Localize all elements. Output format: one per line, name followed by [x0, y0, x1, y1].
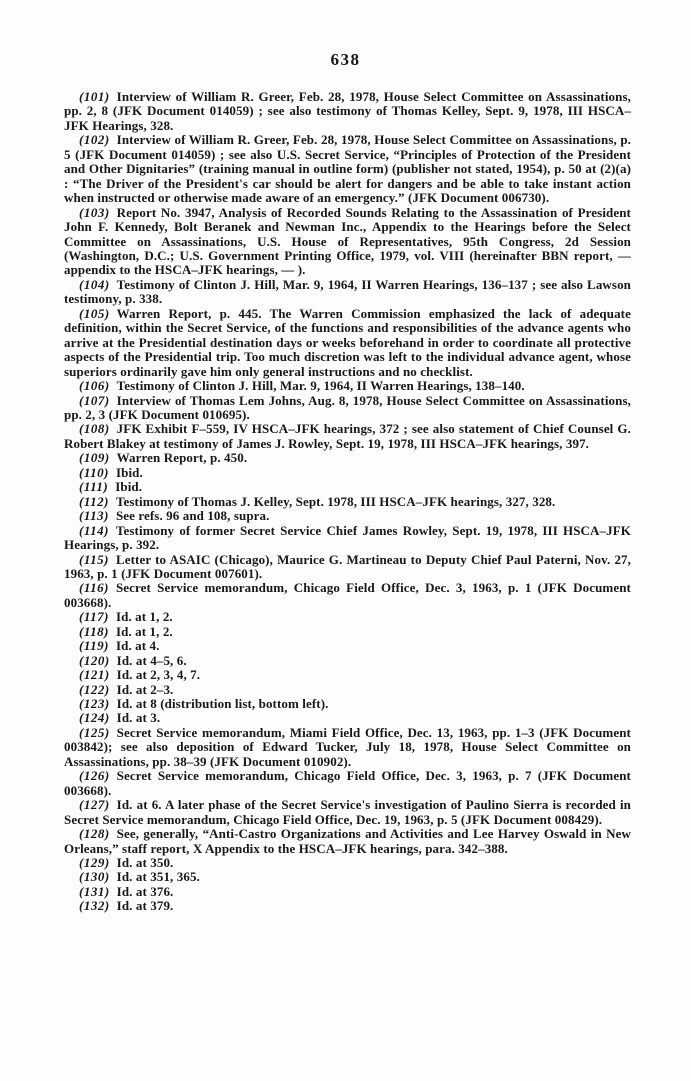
footnote-text: Ibid.	[115, 479, 143, 495]
footnote	[64, 668, 631, 682]
footnotes-list	[64, 90, 631, 914]
footnote-number: (111)	[79, 479, 109, 495]
footnote	[64, 870, 631, 884]
footnote-number: (108)	[79, 421, 110, 437]
footnote	[64, 610, 631, 624]
footnote-number: (127)	[79, 797, 110, 813]
footnote-number: (125)	[79, 724, 110, 740]
footnote-number: (132)	[79, 898, 110, 914]
footnote-number: (130)	[79, 869, 110, 885]
footnote-number: (115)	[79, 551, 109, 567]
footnote-text: Warren Report, p. 450.	[116, 450, 248, 466]
footnote	[64, 726, 631, 769]
footnote	[64, 683, 631, 697]
footnote-text: Id. at 6. A later phase of the Secret Service's investigation of Paulino Sierra is recorded in Secret Service memorandum, Chicago Field Office, Dec. 19, 1963, p. 5 (JFK Document 008429).	[64, 797, 631, 827]
footnote	[64, 553, 631, 582]
footnote	[64, 625, 631, 639]
footnote-text: Id. at 1, 2.	[115, 609, 173, 625]
footnote	[64, 90, 631, 133]
footnote-text: Interview of William R. Greer, Feb. 28, 1978, House Select Committee on Assassinations, pp. 2, 8 (JFK Document 014059) ; see also testimony of Thomas Kelley, Sept. 9, 1978, III HSCA–JFK Hearings, 328.	[64, 89, 631, 133]
footnote	[64, 697, 631, 711]
footnote-number: (121)	[79, 667, 110, 683]
footnote	[64, 509, 631, 523]
footnote-text: Id. at 2, 3, 4, 7.	[116, 667, 201, 683]
footnote	[64, 899, 631, 913]
footnote	[64, 798, 631, 827]
footnote-number: (109)	[79, 450, 110, 466]
footnote-number: (126)	[79, 768, 110, 784]
footnote	[64, 711, 631, 725]
footnote-text: Secret Service memorandum, Chicago Field Office, Dec. 3, 1963, p. 7 (JFK Document 003668).	[64, 768, 631, 798]
footnote-text: Report No. 3947, Analysis of Recorded Sounds Relating to the Assassination of President John F. Kennedy, Bolt Beranek and Newman Inc., Appendix to the Hearings before the Select Committee on Assassinations, U.S. House of Representatives, 95th Congress, 2d Session (Washington, D.C.; U.S. Government Printing Office, 1979, vol. VIII (hereinafter BBN report, — appendix to the HSCA–JFK hearings, — ).	[64, 204, 631, 278]
page-number: 638	[330, 50, 361, 69]
footnote	[64, 394, 631, 423]
footnote-number: (122)	[79, 681, 110, 697]
footnote-number: (129)	[79, 855, 110, 871]
footnote-number: (106)	[79, 378, 110, 394]
footnote	[64, 307, 631, 379]
footnote-text: Id. at 351, 365.	[116, 869, 200, 885]
footnote-number: (116)	[79, 580, 109, 596]
footnote-text: See, generally, “Anti-Castro Organizations and Activities and Lee Harvey Oswald in New Orleans,” staff report, X Appendix to the HSCA–JFK hearings, para. 342–388.	[64, 826, 631, 856]
footnote	[64, 379, 631, 393]
footnote-number: (110)	[79, 464, 109, 480]
footnote	[64, 206, 631, 278]
footnote-text: See refs. 96 and 108, supra.	[115, 508, 270, 524]
footnote-number: (123)	[79, 696, 110, 712]
footnote-text: Secret Service memorandum, Miami Field Office, Dec. 13, 1963, pp. 1–3 (JFK Document 003842); see also deposition of Edward Tucker, July 18, 1978, House Select Committee on Assassinations, pp. 38–39 (JFK Document 010902).	[64, 724, 631, 769]
footnote	[64, 827, 631, 856]
footnote-text: Letter to ASAIC (Chicago), Maurice G. Martineau to Deputy Chief Paul Paterni, Nov. 27, 1963, p. 1 (JFK Document 007601).	[64, 551, 631, 581]
footnote-number: (124)	[79, 710, 110, 726]
footnote-number: (101)	[79, 89, 110, 104]
footnote	[64, 451, 631, 465]
footnote-text: Testimony of Clinton J. Hill, Mar. 9, 1964, II Warren Hearings, 136–137 ; see also Lawson testimony, p. 338.	[64, 276, 631, 307]
footnote-text: Id. at 376.	[116, 883, 174, 899]
footnote-text: Warren Report, p. 445. The Warren Commission emphasized the lack of adequate definition, within the Secret Service, of the functions and responsibilities of the advance agents who arrive at the Presidential destination days or weeks beforehand in order to coordinate all protective aspects of the Presidential trip. Too much discretion was left to the individual advance agent, whose superiors ordinarily gave him only general instructions and no checklist.	[64, 305, 631, 379]
footnote-text: Id. at 4.	[115, 638, 160, 654]
footnote-number: (102)	[79, 132, 110, 148]
footnote-text: Id. at 8 (distribution list, bottom left).	[116, 696, 329, 712]
footnote-text: Id. at 379.	[116, 898, 174, 914]
footnote	[64, 422, 631, 451]
footnote-number: (107)	[79, 392, 110, 408]
footnote-text: Secret Service memorandum, Chicago Field Office, Dec. 3, 1963, p. 1 (JFK Document 003668).	[64, 580, 631, 610]
footnote	[64, 466, 631, 480]
footnote	[64, 278, 631, 307]
footnote-number: (119)	[79, 638, 109, 654]
footnote	[64, 885, 631, 899]
footnote	[64, 581, 631, 610]
footnote-number: (114)	[79, 522, 109, 538]
footnote	[64, 654, 631, 668]
footnote-text: Interview of Thomas Lem Johns, Aug. 8, 1978, House Select Committee on Assassinations, pp. 2, 3 (JFK Document 010695).	[64, 392, 631, 422]
footnote-text: Id. at 3.	[116, 710, 161, 726]
footnote-number: (120)	[79, 652, 110, 668]
footnote	[64, 639, 631, 653]
footnote-text: Id. at 4–5, 6.	[116, 652, 187, 668]
footnote	[64, 133, 631, 205]
footnote-text: Ibid.	[115, 464, 143, 480]
footnote	[64, 769, 631, 798]
footnote-text: Testimony of Thomas J. Kelley, Sept. 1978, III HSCA–JFK hearings, 327, 328.	[115, 493, 556, 509]
footnote-text: Id. at 2–3.	[116, 681, 174, 697]
footnote-text: Interview of William R. Greer, Feb. 28, 1978, House Select Committee on Assassinations, p. 5 (JFK Document 014059) ; see also U.S. Secret Service, “Principles of Protection of the President and Other Dignitaries” (training manual in outline form) (publisher not stated, 1954), p. 50 at (2)(a) : “The Driver of the President's car should be alert for dangers and be able to take instant action when instructed or otherwise made aware of an emergency.” (JFK Document 006730).	[64, 132, 631, 206]
footnote-number: (103)	[79, 204, 110, 220]
footnote	[64, 480, 631, 494]
footnote-number: (105)	[79, 305, 110, 321]
footnote-text: Testimony of Clinton J. Hill, Mar. 9, 1964, II Warren Hearings, 138–140.	[116, 378, 525, 394]
footnote-number: (104)	[79, 276, 110, 292]
footnote-text: JFK Exhibit F–559, IV HSCA–JFK hearings, 372 ; see also statement of Chief Counsel G. Robert Blakey at testimony of James J. Rowley, Sept. 19, 1978, III HSCA–JFK hearings, 397.	[64, 421, 631, 451]
footnote-text: Testimony of former Secret Service Chief James Rowley, Sept. 19, 1978, III HSCA–JFK Hearings, p. 392.	[64, 522, 631, 553]
footnote-number: (113)	[79, 508, 109, 524]
footnote-number: (131)	[79, 883, 110, 899]
footnote-number: (112)	[79, 493, 109, 509]
footnote-number: (117)	[79, 609, 109, 625]
footnote-text: Id. at 1, 2.	[115, 623, 173, 639]
footnote	[64, 524, 631, 553]
footnote-number: (128)	[79, 826, 110, 842]
footnote	[64, 856, 631, 870]
footnote-text: Id. at 350.	[116, 855, 174, 871]
footnote-number: (118)	[79, 623, 109, 639]
footnote	[64, 495, 631, 509]
